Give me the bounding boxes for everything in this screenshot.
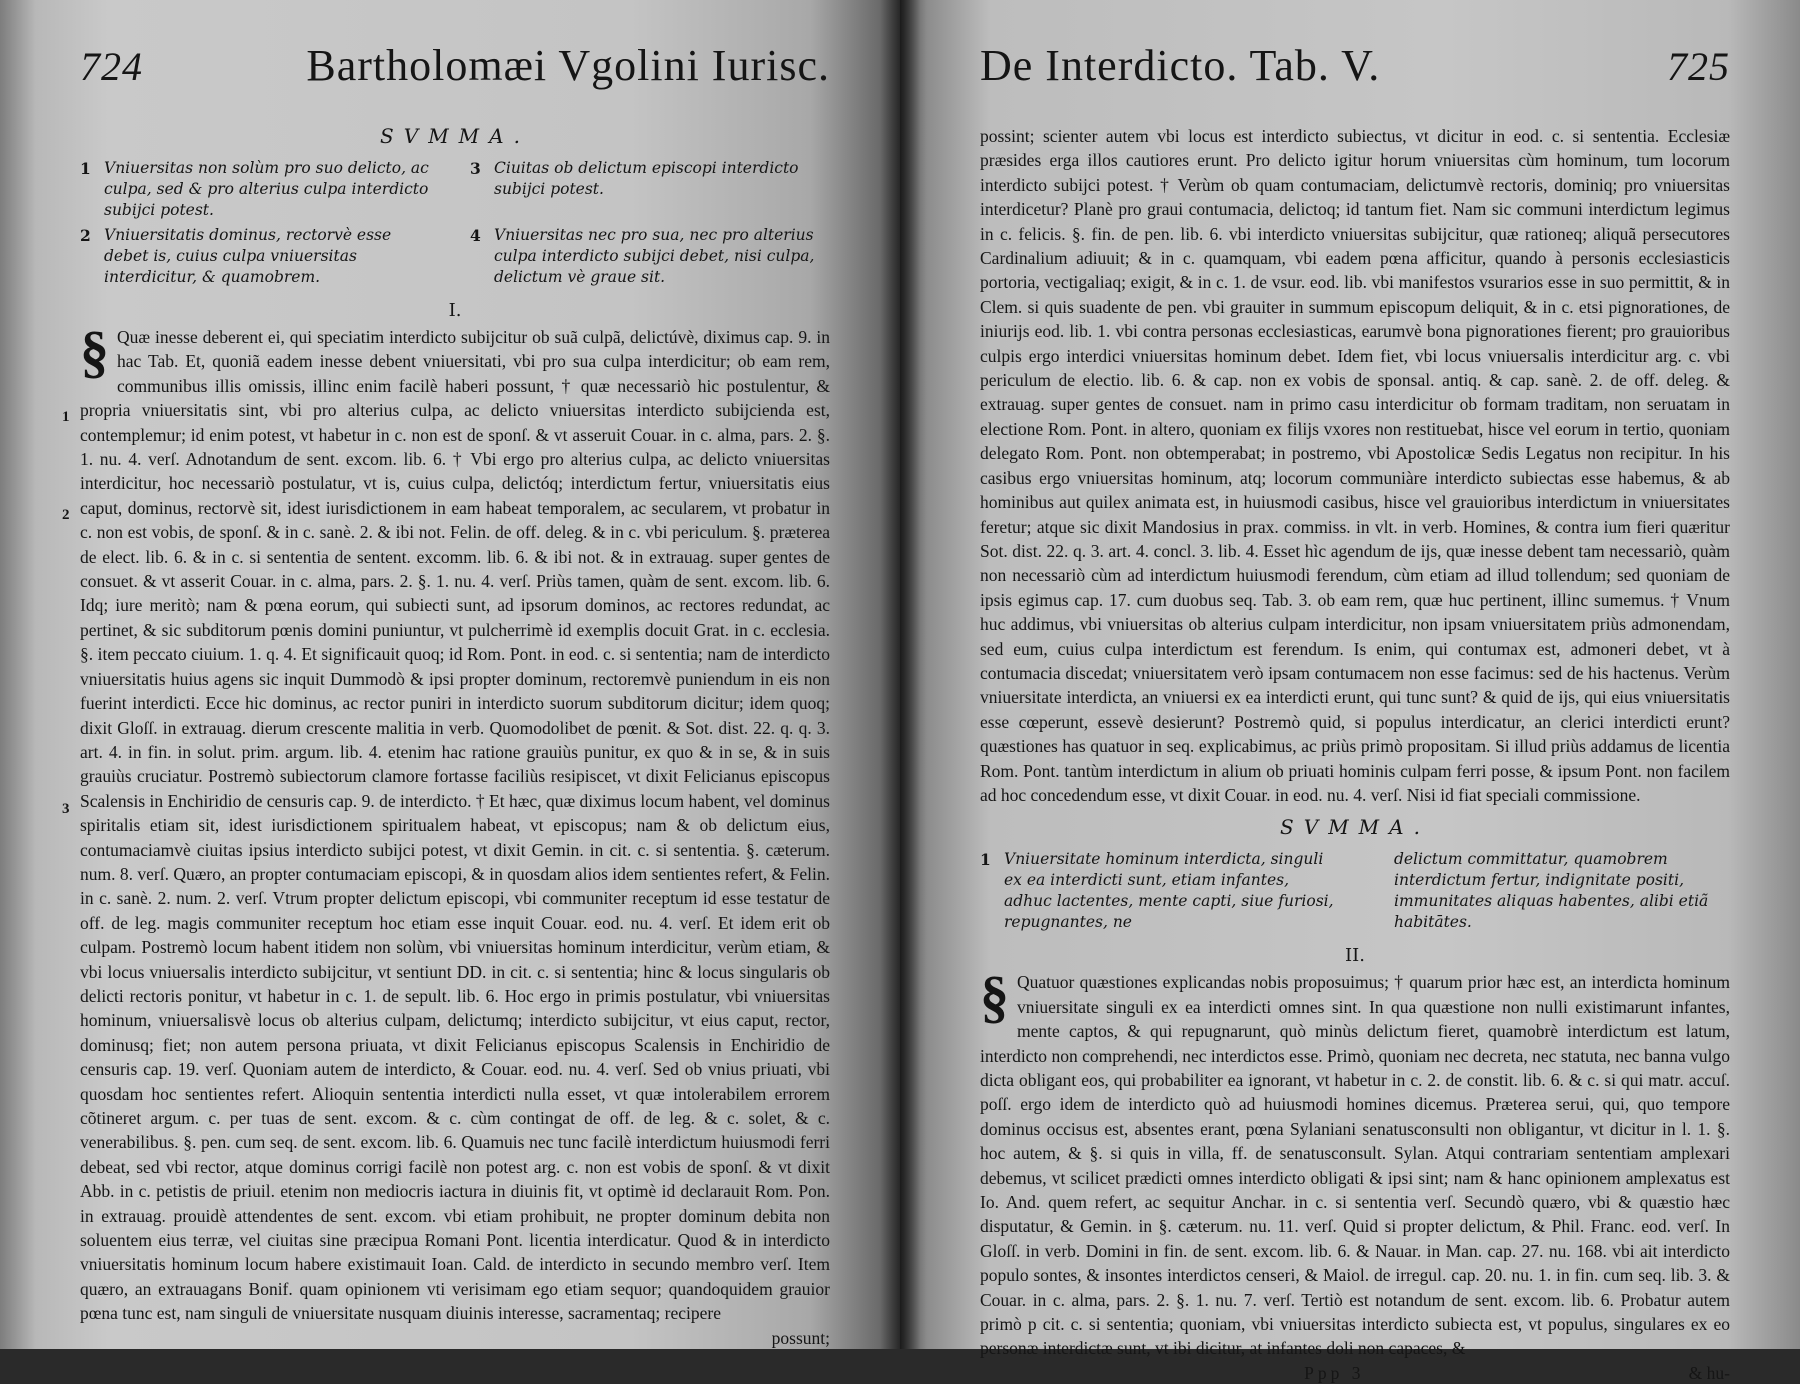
summa-item-number: 1 bbox=[980, 850, 991, 870]
right-catchword: & hu- bbox=[1688, 1362, 1730, 1383]
summa-item-number: 1 bbox=[80, 159, 91, 178]
margin-number: 1 bbox=[62, 409, 70, 425]
summa-item-text: Vniuersitatis dominus, rectorvè esse debet is, cuius culpa vniuersitas interdicitur, & quamobrem. bbox=[104, 226, 392, 286]
left-summa-heading: SVMMA. bbox=[380, 124, 530, 148]
right-body-text-top bbox=[980, 124, 1730, 807]
left-paragraph: Quæ inesse deberent ei, qui speciatim interdicto subijcitur ob suã culpã, delictúvè, diximus cap. 9. in hac Tab. Et, quoniã eadem inesse debent vniuersitati, vbi pro sua culpa interdicitur; ob eam rem, communibus illis omissis, illinc enim facilè haberi possunt, † quæ necessariò hic postulentur, & propria vniuersitatis sint, vbi pro alterius culpa, ac delicto vniuersitas interdicto subijcienda est, contemplemur; id enim potest, vt habetur in c. non est de sponſ. & vt asseruit Couar. in c. alma, pars. 2. §. 1. nu. 4. verſ. Adnotandum de sent. excom. lib. 6. † Vbi ergo pro alterius culpa, ac delicto vniuersitas interdicitur, hoc necessariò postulatur, vt is, cuius culpa, delictóq; interdictum fertur, vniuersitatis eius caput, dominus, rectorvè sit, idest iurisdictionem in eam habeat temporalem, ac secularem, vt probatur in c. non est vobis, de sponſ. & in c. sanè. 2. & ibi not. Felin. de off. deleg. & in c. vbi periculum. §. præterea de elect. lib. 6. & in c. si sententia de sentent. excomm. lib. 6. & ibi not. & in extrauag. super gentes de consuet. & vt asserit Couar. in c. alma, pars. 2. §. 1. nu. 4. verſ. Priùs tamen, quàm de sent. excom. lib. 6. Idq; iure meritò; nam & pœna eorum, qui subiecti sunt, ad ipsorum dominos, ac rectores redundat, ac pertinet, & sic subditorum pœnis domini puniuntur, vt pulcherrimè id exemplis docuit Grat. in c. ecclesia. §. item peccato ciuium. 1. q. 4. Et significauit quoq; id Rom. Pont. in eod. c. si sententia; nam de interdicto vniuersitatis huius agens sic inquit Dummodò & ipsi propter dominum, rectoremvè puniendum in eis non fuerint interdicti. Ecce hic dominus, ac rector puniri in interdicto suorum subditorum dicitur; idem quoq; dixit Gloſſ. in extrauag. dierum crescente malitia in verb. Quomodolibet de pœnit. & Sot. dist. 22. q. q. 3. art. 4. in fin. in solut. prim. argum. lib. 4. etenim hac ratione grauiùs punitur, ex quo & in se, & in suis grauiùs cruciatur. Postremò subiectorum clamore fortasse faciliùs resipiscet, vt dixit Felicianus episcopus Scalensis in Enchiridio de censuris cap. 9. de interdicto. † Et hæc, quæ diximus locum habent, vel dominus spiritalis etiam sit, idest iurisdictionem spiritualem habeat, vt episcopus; nam & ob delictum eius, contumaciamvè ciuitas ipsius interdicto subijci potest, vt dixit Gemin. in cit. c. si sententia. §. cæterum. num. 8. verſ. Quæro, an propter contumaciam episcopi, & in quosdam alios idem sentientes refert, & Felin. in c. sanè. 2. num. 2. verſ. Vtrum propter delictum episcopi, vbi communiter receptum id esse testatur de off. de leg. magis communiter receptum hoc etiam esse inquit Couar. eod. nu. 4. verſ. Et idem erit ob culpam. Postremò locum habent itidem non solùm, vbi vniuersitas hominum interdicitur, verùm etiam, & vbi locus vniuersalis interdicto subijcitur, vt sentiunt DD. in cit. c. si sententia; hinc & locus singularis ob delicti rectoris ponitur, vt habetur in c. 1. de sepult. lib. 6. Hoc ergo in primis postulatur, vbi vniuersitas hominum, vniuersalisvè locus ob alterius culpam, delictumq; interdicto subijcitur, vt eius caput, rector, dominusq; fiet; non autem persona priuata, vt dixit Felicianus episcopus Scalensis in Enchiridio de censuris cap. 19. verſ. Quoniam autem de interdicto, & Couar. eod. nu. 4. verſ. Sed ob vnius priuati, vbi quosdam hoc sentientes refert. Alioquin sententia interdicti nulla esset, vt quæ intolerabilem errorem cõtineret argum. c. per tuas de sent. excom. & c. cùm contingat de off. de leg. & c. solet, & c. venerabilibus. §. pen. cum seq. de sent. excom. lib. 6. Quamuis nec tunc facilè interdictum huiusmodi ferri debeat, sed vbi rector, atque dominus corrigi facilè non potest arg. c. non est vobis de sponſ. & vt dixit Abb. in c. petistis de priuil. etenim non mediocris iactura in diuinis fit, vt optimè id declarauit Rom. Pon. in extrauag. prouidè attendentes de sent. excom. vbi etiam prohibuit, ne propter dominum debita non soluentem eius terræ, vel ciuitas sine præcipua Romani Pont. licentia interdicatur. Quod & in interdicto vniuersitatis hominum locum habere existimauit Ioan. Cald. de interdicto in secundo membro verſ. Item quæro, an extrauagans Bonif. quam opinionem vti verisimam ego etiam sequor; quandoquidem grauior pœna tunc est, nam singuli de vniuersitate nusquam diuinis interesse, sacramentaq; recipere bbox=[80, 327, 830, 1324]
right-page-number: 725 bbox=[1667, 44, 1730, 89]
summa-item-number: 3 bbox=[470, 159, 481, 178]
left-running-title: Bartholomæi Vgolini Iurisc. bbox=[306, 41, 830, 90]
right-paragraph: possint; scienter autem vbi locus est interdicto subiectus, vt dicitur in eod. c. si sententia. Ecclesiæ præsides erga illos cautiores erunt. Pro delicto igitur horum vniuersitas cùm hominum, tum locorum interdicto subijci potest. † Verùm ob quam contumaciam, delictumvè rectoris, dominiq; pro vniuersitas interdicetur? Planè pro graui contumacia, delictoq; id tantum fiet. Nam sic communi interdictum legimus in c. felicis. §. fin. de pen. lib. 6. vbi interdicto vniuersitas subijcitur, quæ rationeq; aliquã persecutores Cardinalium adiuuit; & in c. quamquam, vbi eadem pœna afficitur, quando à personis ecclesiasticis portoria, vectigaliaq; exigit, & in c. 1. de vsur. eod. lib. vbi manifestos vsurarios esse in suo permittit, & in Clem. si quis suadente de pen. vbi grauiter in summum episcopum deliquit, & in c. etsi pignorationes, de iniurijs eod. lib. 1. vbi contra personas ecclesiasticas, earumvè bona pignorationes fierent; pro grauioribus culpis ergo interdici vniuersitas hominum debet. Idem fiet, vbi locus vniuersalis interdicitur arg. c. vbi periculum de electio. lib. 6. & cap. non ex vobis de sponsal. antiq. & cap. sanè. 2. de off. deleg. & extrauag. super gentes de consuet. nam in primo casu interdicitur ob formam traditam, non seruatam in electione Rom. Pont. in altero, quoniam ex filijs vxores non restituebat, hisce vel eorum in tertio, quoniam delegato Rom. Pont. non obtemperabat; in postremo, vbi Apostolicæ Sedis Legatus non recipitur. In his casibus ergo vniuersitas hominum, atq; locorum communiàre interdicto subiectas esse habemus, & ab hominibus aut quilex animata est, in huiusmodi casibus, hisce vel grauioribus interdictum in vniuersitates feretur; atque sic dixit Mandosius in prax. commiss. in vlt. in verb. Homines, & contra ium fieri quæritur Sot. dist. 22. q. 3. art. 4. concl. 3. lib. 4. Esset hìc agendum de ijs, quæ inesse debent tam necessariò, quàm non necessariò cùm ad interdictum huiusmodi ferendum, cùm etiam ad illud tollendum; sed quoniam de ipsis egimus cap. 17. cum duobus seq. Tab. 3. ob eam rem, quæ huc pertinent, illinc sumemus. † Vnum huc addimus, vbi vniuersitas ob alterius culpam interdicitur, non ipsam vniuersitatem priùs admonendam, sed eum, cuius culpa interdictum est ferendum. Is enim, qui contumax est, admoneri debet, vt à contumacia discedat; vniuersitatem verò ipsam contumacem non esse facimus: sed de his hactenus. Verùm vniuersitate interdicta, an vniuersi ex ea interdicti erunt, qui tunc sunt? & quid de ijs, qui eius vniuersitatis esse cœperunt, essevè desierunt? Postremò quid, si populus interdicatur, an clerici interdicti erunt? quæstiones has quatuor in seq. explicabimus, ac priùs primò propositam. Si illud priùs addamus de licentia Rom. Pont. tantùm interdictum in alium ob priuati hominis culpam ferri posse, & ipsum Pont. non facilem ad hoc concedendum esse, vt dixit Couar. in eod. nu. 4. verſ. Nisi id fiat speciali commissione. bbox=[980, 126, 1730, 805]
summa-item bbox=[80, 225, 440, 288]
summa-item bbox=[470, 158, 830, 221]
right-page bbox=[900, 0, 1800, 1383]
right-running-head bbox=[980, 40, 1730, 104]
summa-item-text: Vniuersitas non solùm pro suo delicto, ac culpa, sed & pro alterius culpa interdicto subijci potest. bbox=[104, 159, 429, 219]
margin-number: 2 bbox=[62, 507, 70, 523]
summa-item-number: 4 bbox=[470, 226, 481, 245]
summa-item-text: delictum committatur, quamobrem interdictum fertur, indignitate positi, immunitates aliquas habentes, alibi etiã habitātes. bbox=[1394, 850, 1709, 932]
summa-item-number bbox=[1370, 849, 1394, 933]
summa-item-text: Ciuitas ob delictum episcopi interdicto subijci potest. bbox=[494, 159, 799, 198]
left-page bbox=[0, 0, 900, 1349]
signature-mark: Ppp 3 bbox=[1304, 1362, 1365, 1383]
right-section-number: II. bbox=[1345, 945, 1365, 967]
right-summa-heading: SVMMA. bbox=[1280, 815, 1430, 840]
left-running-head bbox=[80, 40, 830, 104]
right-footer bbox=[980, 1363, 1730, 1384]
right-paragraph: Quatuor quæstiones explicandas nobis proposuimus; † quarum prior hæc est, an interdicta hominum vniuersitate singuli ex ea interdicti omnes sint. In qua quæstione non nulli existimarunt infantes, mente captos, & qui repugnarunt, quò minùs delictum fieret, quamobrè interdictum est latum, interdicto non comprehendi, nec interdictos esse. Primò, quoniam nec decreta, nec statuta, nec banna vulgo dicta obligant eos, qui probabiliter ea ignorant, vt habetur in c. 2. de constit. lib. 6. & c. si qui matr. accuſ. poſſ. ergo idem de interdicto quò ad huiusmodi homines dicemus. Præterea serui, qui, quo tempore dominus occisus est, absentes erant, pœna Sylaniani senatusconsulti non obligantur, vt dicitur in l. 1. §. hoc autem, & §. si quis in villa, ff. de senatusconsult. Sylan. Atqui contrariam sententiam amplexari debemus, vt scilicet prædicti omnes interdicto obligati & ipsi sint; nam & hanc opinionem amplexatus est Io. And. quem refert, ac sequitur Anchar. in c. si sententia verſ. Secundò quæro, vbi & quæstio hæc disputatur, & Gemin. in §. cæterum. nu. 11. verſ. Quid si propter delictum, & Phil. Franc. eod. verſ. In Gloſſ. in verb. Domini in fin. de sent. excom. lib. 6. & Nauar. in Man. cap. 27. nu. 168. vbi ait interdicto populo sontes, & insontes interdictos censeri, & Maiol. de irregul. cap. 20. nu. 1. in fin. cum seq. lib. 3. & Couar. in c. alma, pars. 2. §. 1. nu. 7. verſ. Tertiò est notandum de sent. excom. lib. 6. Probatur autem primò p cit. c. si sententia; quoniam, vbi vniuersitas interdicto subiecta est, vt populus, singulares ex eo personæ interdictæ sunt, vt ibi dicitur, at infantes doli non capaces, & bbox=[980, 972, 1730, 1359]
summa-item-number: 2 bbox=[80, 226, 91, 245]
right-summa-list bbox=[980, 849, 1730, 933]
margin-number: 3 bbox=[62, 801, 70, 817]
summa-item bbox=[1370, 849, 1730, 933]
summa-item-text: Vniuersitate hominum interdicta, singuli ex ea interdicti sunt, etiam infantes, adhuc lactentes, mente capti, siue furiosi, repugnantes, ne bbox=[1004, 850, 1334, 932]
right-running-title: De Interdicto. Tab. V. bbox=[980, 41, 1381, 90]
left-page-number: 724 bbox=[80, 44, 143, 89]
book-gutter bbox=[880, 0, 920, 1349]
left-section-number: I. bbox=[448, 300, 462, 321]
right-body-text-bottom bbox=[980, 964, 1730, 1361]
section-mark-initial: § bbox=[80, 319, 109, 384]
section-mark-initial: § bbox=[980, 964, 1009, 1030]
left-catchword: possunt; bbox=[771, 1327, 830, 1348]
summa-item-text: Vniuersitas nec pro sua, nec pro alterius culpa interdicto subijci debet, nisi culpa, delictum vè graue sit. bbox=[494, 226, 815, 286]
summa-item bbox=[470, 225, 830, 288]
left-summa-list bbox=[80, 158, 830, 288]
summa-item bbox=[80, 158, 440, 221]
left-body-text bbox=[62, 319, 830, 1326]
summa-item bbox=[980, 849, 1340, 933]
